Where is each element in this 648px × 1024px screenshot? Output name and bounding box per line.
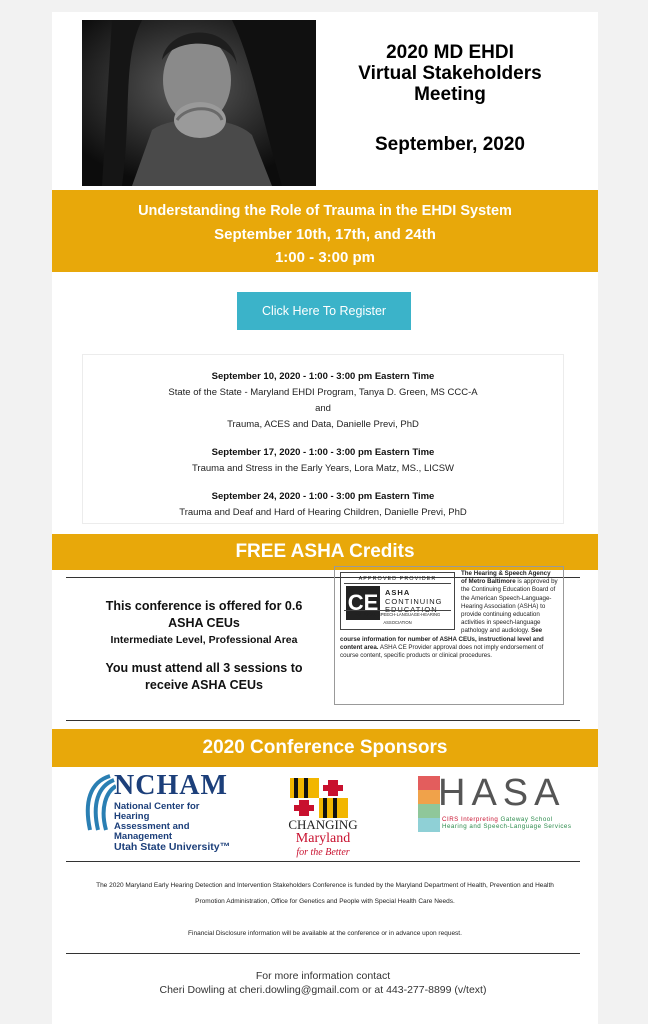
- hasa-sub2: Gateway School: [500, 816, 553, 823]
- ncham-logo: [80, 772, 230, 858]
- logo-org: AMERICAN SPEECH-LANGUAGE-HEARING ASSOCIATION: [344, 610, 451, 627]
- hasa-name: HASA: [438, 772, 566, 814]
- sponsors-banner: 2020 Conference Sponsors: [52, 729, 598, 767]
- funding-note: [82, 878, 568, 910]
- hasa-logo: [418, 772, 572, 858]
- logo-name-1: ASHA: [385, 588, 411, 597]
- ceu-line2: ASHA CEUs: [168, 616, 240, 630]
- provider-text-b: ASHA CE Provider approval does not imply endorsement of course content, specific products or clinical procedures.: [340, 643, 544, 660]
- ceu-line1: This conference is offered for 0.6: [105, 599, 303, 613]
- asha-provider-box: [334, 566, 564, 705]
- event-title-line1: 2020 MD EHDI: [386, 42, 514, 63]
- hero-photo: [82, 20, 316, 186]
- asha-approved-provider-logo: [340, 572, 455, 630]
- divider: [66, 953, 580, 954]
- event-date: September, 2020: [375, 134, 525, 155]
- ncham-name: NCHAM: [114, 770, 228, 801]
- schedule-box: [82, 354, 564, 524]
- logo-top-text: APPROVED PROVIDER: [344, 575, 451, 584]
- session-line: Trauma, ACES and Data, Danielle Previ, PhD: [227, 419, 419, 430]
- divider: [66, 720, 580, 721]
- event-title: [330, 42, 570, 105]
- logo-name-2: CONTINUING: [385, 596, 443, 606]
- ceu-level: Intermediate Level, Professional Area: [110, 634, 298, 646]
- session-heading: September 10, 2020 - 1:00 - 3:00 pm Eastern Time: [211, 371, 435, 382]
- woman-photo-image: [82, 20, 316, 186]
- hasa-color-blocks-icon: [418, 776, 440, 832]
- changing-maryland-text: [278, 818, 368, 860]
- register-button[interactable]: Click Here To Register: [237, 292, 411, 330]
- provider-text-bold: See course information for number of ASHA CEUs, instructional level and content area.: [340, 627, 544, 651]
- ncham-sub: [114, 802, 234, 852]
- attend-line2: receive ASHA CEUs: [145, 678, 263, 692]
- ncham-sub2: Assessment and Management: [114, 821, 190, 842]
- maryland-flag-icon: [290, 778, 348, 818]
- email-page: [52, 12, 598, 1024]
- asha-banner: FREE ASHA Credits: [52, 534, 598, 570]
- logo-name-3: EDUCATION: [385, 605, 438, 614]
- session-line: Trauma and Deaf and Hard of Hearing Children, Danielle Previ, PhD: [179, 507, 467, 518]
- provider-text-a: is approved by the Continuing Education Board of the American Speech-Language-Hearing Association (ASHA) to provide continuing education activities in speech-language pathology and audiology.: [461, 578, 558, 635]
- topic-dates: September 10th, 17th, and 24th: [214, 226, 436, 243]
- cm-line2: Maryland: [295, 831, 351, 846]
- ncham-arcs-icon: [80, 772, 116, 834]
- session-line: Trauma and Stress in the Early Years, Lora Matz, MS., LICSW: [191, 463, 455, 474]
- ncham-sub3: Utah State University™: [114, 841, 231, 853]
- event-title-line3: Meeting: [414, 84, 486, 105]
- session-line: State of the State - Maryland EHDI Program, Tanya D. Green, MS CCC-A: [168, 387, 478, 398]
- hasa-sub: [442, 816, 572, 830]
- funding-note-line2: Promotion Administration, Office for Genetics and People with Special Health Care Needs.: [195, 898, 455, 905]
- session-heading: September 17, 2020 - 1:00 - 3:00 pm Eastern Time: [211, 447, 435, 458]
- asha-ceu-info: [82, 598, 326, 694]
- ncham-sub1: National Center for Hearing: [114, 801, 200, 822]
- disclosure-note: Financial Disclosure information will be available at the conference or in advance upon request.: [188, 930, 462, 937]
- changing-maryland-logo: [278, 772, 368, 858]
- attend-line1: You must attend all 3 sessions to: [105, 661, 303, 675]
- session-line: and: [315, 403, 331, 414]
- session-heading: September 24, 2020 - 1:00 - 3:00 pm Eastern Time: [211, 491, 435, 502]
- contact-info: [66, 969, 580, 997]
- contact-line1: For more information contact: [255, 970, 391, 982]
- topic-title: Understanding the Role of Trauma in the EHDI System: [138, 203, 512, 219]
- ce-mark-icon: CE: [346, 586, 380, 620]
- divider: [66, 861, 580, 862]
- topic-banner: [52, 190, 598, 272]
- contact-line2[interactable]: Cheri Dowling at cheri.dowling@gmail.com or at 443-277-8899 (v/text): [159, 984, 487, 996]
- event-title-line2: Virtual Stakeholders: [358, 63, 542, 84]
- hasa-sub3: Hearing and Speech-Language Services: [442, 823, 572, 830]
- topic-time: 1:00 - 3:00 pm: [274, 249, 376, 266]
- funding-note-line1: The 2020 Maryland Early Hearing Detection and Intervention Stakeholders Conference is funded by the Maryland Department of Health, Prevention and Health: [96, 882, 554, 889]
- hasa-sub1: CIRS Interpreting: [442, 816, 499, 823]
- provider-name: The Hearing & Speech Agency of Metro Baltimore: [461, 570, 551, 586]
- cm-line1: CHANGING: [288, 817, 358, 832]
- cm-line3: for the Better: [296, 847, 350, 858]
